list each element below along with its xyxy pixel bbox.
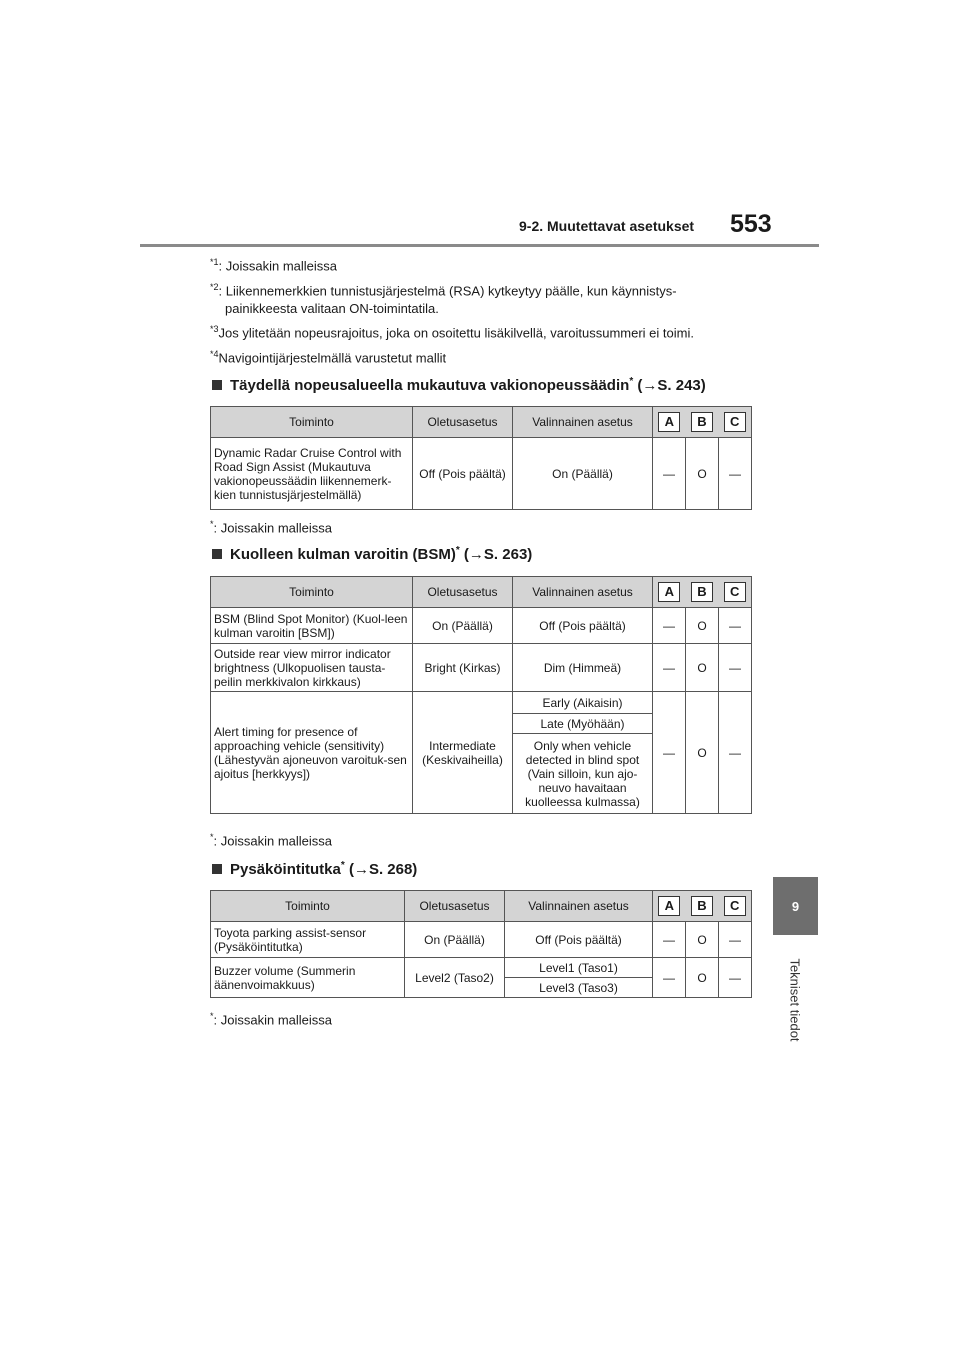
section-mark: * [340, 860, 345, 871]
cell-function: Toyota parking assist-sensor (Pysäköintitutka) [211, 922, 405, 958]
section-title-text: Täydellä nopeusalueella mukautuva vakionopeussäädin [230, 377, 630, 394]
footnote-section1 [210, 515, 332, 537]
col-b-icon: B [691, 896, 713, 916]
page-reference: (→S. 268) [344, 861, 418, 878]
col-c-icon: C [724, 896, 746, 916]
page-reference: (→S. 243) [633, 377, 706, 394]
note-text: Jos ylitetään nopeusrajoitus, joka on osoitettu lisäkilvellä, varoitussummeri ei toimi. [218, 325, 694, 341]
section-title-parking-sensor [212, 860, 417, 878]
note-mark: *3 [210, 324, 219, 334]
bullet-square-icon [212, 864, 222, 874]
cell-function: BSM (Blind Spot Monitor) (Kuol-leen kulman varoitin [BSM]) [211, 608, 413, 644]
col-c-icon: C [724, 412, 746, 432]
cell-c: — [719, 608, 752, 644]
footnote-text: : Joissakin malleissa [213, 833, 333, 849]
cell-default: Bright (Kirkas) [413, 644, 513, 692]
settings-table-bsm [210, 576, 752, 814]
col-b-icon: B [691, 412, 713, 432]
cell-a: — [653, 922, 686, 958]
table-row [211, 922, 752, 958]
table-row [211, 644, 752, 692]
col-a-icon: A [658, 896, 680, 916]
section-title-text: Pysäköintitutka [230, 861, 341, 878]
cell-optional: Level1 (Taso1) [505, 958, 653, 978]
cell-c: — [719, 958, 752, 998]
cell-default: Off (Pois päältä) [413, 438, 513, 510]
footnote-mark: * [210, 1011, 214, 1021]
page-number: 553 [730, 210, 772, 238]
col-header-default: Oletusasetus [405, 891, 505, 922]
cell-a: — [653, 644, 686, 692]
table-row [211, 608, 752, 644]
table-row [211, 438, 752, 510]
col-header-function: Toiminto [211, 891, 405, 922]
cell-a: — [653, 438, 686, 510]
note-1 [210, 253, 337, 275]
note-text: : Joissakin malleissa [218, 258, 338, 274]
footnote-mark: * [210, 519, 214, 529]
cell-b: O [686, 644, 719, 692]
bullet-square-icon [212, 549, 222, 559]
chapter-side-label [780, 945, 810, 1055]
cell-b: O [686, 438, 719, 510]
cell-default: On (Päällä) [405, 922, 505, 958]
cell-optional: Only when vehicle detected in blind spot (Vain silloin, kun ajo-neuvo havaitaan kuolleessa kulmassa) [513, 734, 653, 814]
section-title-text: Kuolleen kulman varoitin (BSM) [230, 546, 456, 563]
cell-optional: Off (Pois päältä) [513, 608, 653, 644]
cell-default: Intermediate (Keskivaiheilla) [413, 692, 513, 814]
section-header-title: 9-2. Muutettavat asetukset [519, 218, 695, 234]
section-title-bsm [212, 545, 532, 563]
header-divider [140, 244, 819, 247]
col-header-function: Toiminto [211, 407, 413, 438]
footnote-text: : Joissakin malleissa [213, 520, 333, 536]
cell-function: Alert timing for presence of approaching vehicle (sensitivity) (Lähestyvän ajoneuvon varoituk-sen ajoitus [herkkyys]) [211, 692, 413, 814]
col-header-default: Oletusasetus [413, 407, 513, 438]
col-header-default: Oletusasetus [413, 577, 513, 608]
bullet-square-icon [212, 380, 222, 390]
cell-b: O [686, 608, 719, 644]
cell-function: Outside rear view mirror indicator brightness (Ulkopuolisen tausta-peilin merkkivalon kirkkaus) [211, 644, 413, 692]
footnote-text: : Joissakin malleissa [213, 1012, 333, 1028]
col-a-icon: A [658, 582, 680, 602]
col-b-icon: B [691, 582, 713, 602]
footnote-section2 [210, 828, 332, 850]
settings-table-cruise-control [210, 406, 752, 510]
note-text: : Liikennemerkkien tunnistusjärjestelmä (RSA) kytkeytyy päälle, kun käynnistys- [218, 283, 677, 299]
cell-function: Buzzer volume (Summerin äänenvoimakkuus) [211, 958, 405, 998]
col-header-optional: Valinnainen asetus [513, 407, 653, 438]
section-title-cruise-control [212, 376, 706, 394]
table-row [211, 958, 752, 978]
footnote-section3 [210, 1007, 332, 1029]
cell-default: On (Päällä) [413, 608, 513, 644]
col-header-abc [653, 407, 752, 438]
cell-optional: On (Päällä) [513, 438, 653, 510]
note-text: Navigointijärjestelmällä varustetut mallit [218, 350, 447, 366]
col-header-abc [653, 891, 752, 922]
note-mark: *1 [210, 257, 219, 267]
cell-c: — [719, 692, 752, 814]
cell-optional: Late (Myöhään) [513, 714, 653, 734]
cell-c: — [719, 644, 752, 692]
cell-optional: Level3 (Taso3) [505, 978, 653, 998]
cell-c: — [719, 438, 752, 510]
section-mark: * [455, 545, 460, 556]
col-header-optional: Valinnainen asetus [513, 577, 653, 608]
page-reference: (→S. 263) [459, 546, 533, 563]
cell-b: O [686, 692, 719, 814]
note-2 [210, 278, 770, 318]
note-3 [210, 320, 694, 342]
chapter-label-text: Tekniset tiedot [787, 958, 803, 1042]
note-mark: *2 [210, 282, 219, 292]
cell-a: — [653, 608, 686, 644]
col-a-icon: A [658, 412, 680, 432]
chapter-tab: 9 [773, 877, 818, 935]
table-row [211, 692, 752, 714]
cell-optional: Early (Aikaisin) [513, 692, 653, 714]
cell-c: — [719, 922, 752, 958]
cell-default: Level2 (Taso2) [405, 958, 505, 998]
note-4 [210, 345, 446, 367]
col-header-abc [653, 577, 752, 608]
col-c-icon: C [724, 582, 746, 602]
section-mark: * [629, 376, 634, 387]
settings-table-parking-sensor [210, 890, 752, 998]
note-text-cont: painikkeesta valitaan ON-toimintatila. [225, 301, 439, 317]
cell-b: O [686, 958, 719, 998]
col-header-optional: Valinnainen asetus [505, 891, 653, 922]
note-mark: *4 [210, 349, 219, 359]
cell-b: O [686, 922, 719, 958]
cell-a: — [653, 958, 686, 998]
cell-optional: Off (Pois päältä) [505, 922, 653, 958]
footnote-mark: * [210, 832, 214, 842]
cell-optional: Dim (Himmeä) [513, 644, 653, 692]
cell-function: Dynamic Radar Cruise Control with Road Sign Assist (Mukautuva vakionopeussäädin liikennemerk-kien tunnistusjärjestelmällä) [211, 438, 413, 510]
cell-a: — [653, 692, 686, 814]
col-header-function: Toiminto [211, 577, 413, 608]
